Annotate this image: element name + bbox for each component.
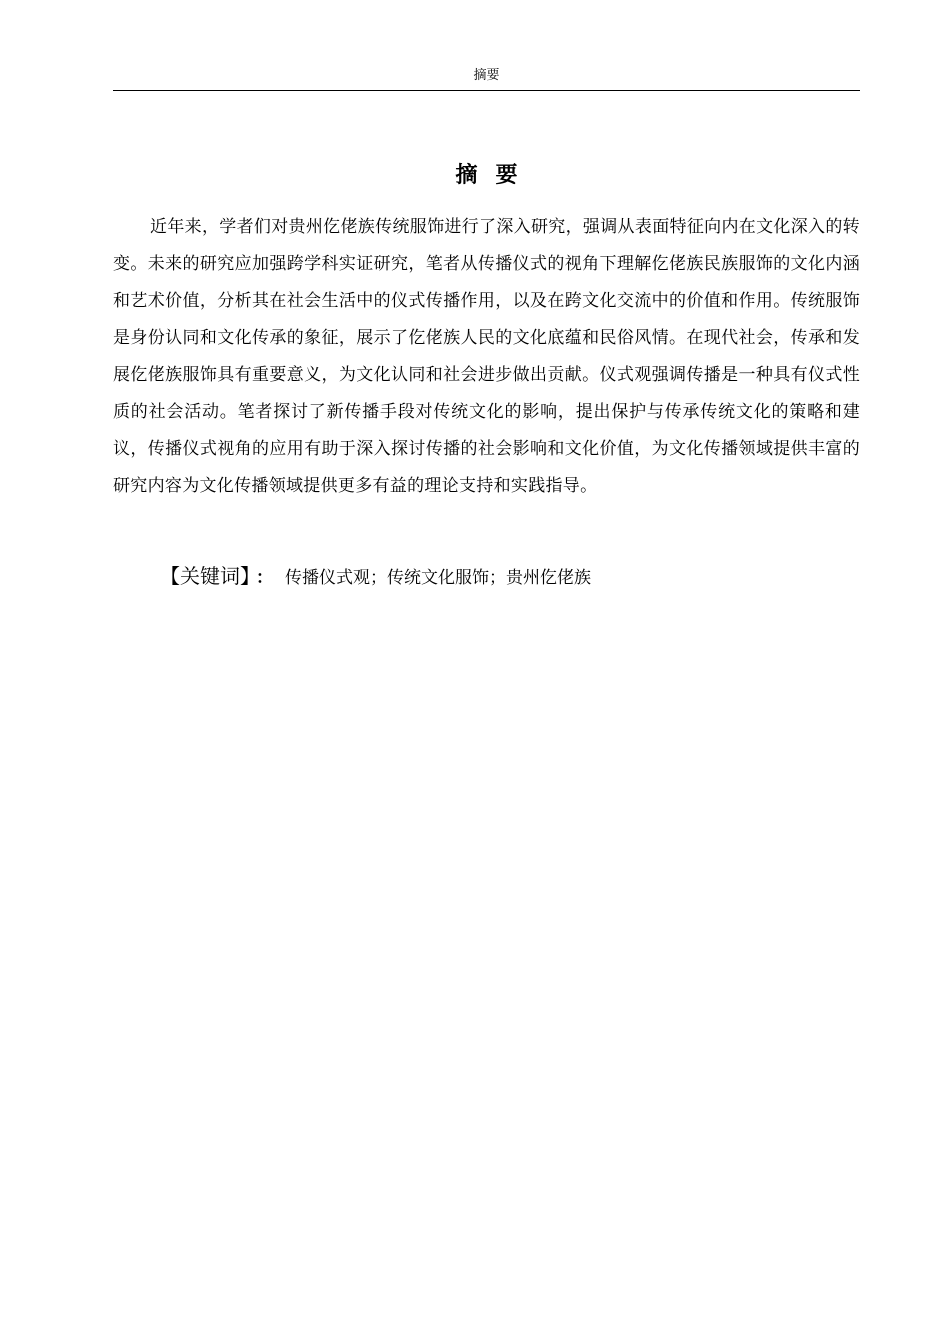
keywords-label: 【关键词】 xyxy=(160,564,250,588)
running-header: 摘要 xyxy=(473,68,500,83)
header-divider xyxy=(113,90,860,91)
abstract-title: 摘要 xyxy=(455,163,536,188)
keywords-line xyxy=(160,560,860,594)
keywords-separator: ： xyxy=(256,568,273,588)
abstract-body: 近年来，学者们对贵州仡佬族传统服饰进行了深入研究，强调从表面特征向内在文化深入的转变。未来的研究应加强跨学科实证研究，笔者从传播仪式的视角下理解仡佬族民族服饰的文化内涵和艺术价值，分析其在社会生活中的仪式传播作用，以及在跨文化交流中的价值和作用。传统服饰是身份认同和文化传承的象征，展示了仡佬族人民的文化底蕴和民俗风情。在现代社会，传承和发展仡佬族服饰具有重要意义，为文化认同和社会进步做出贡献。仪式观强调传播是一种具有仪式性质的社会活动。笔者探讨了新传播手段对传统文化的影响，提出保护与传承传统文化的策略和建议，传播仪式视角的应用有助于深入探讨传播的社会影响和文化价值，为文化传播领域提供丰富的研究内容为文化传播领域提供更多有益的理论支持和实践指导。 xyxy=(113,217,860,496)
keywords-value: 传播仪式观；传统文化服饰；贵州仡佬族 xyxy=(285,568,591,588)
